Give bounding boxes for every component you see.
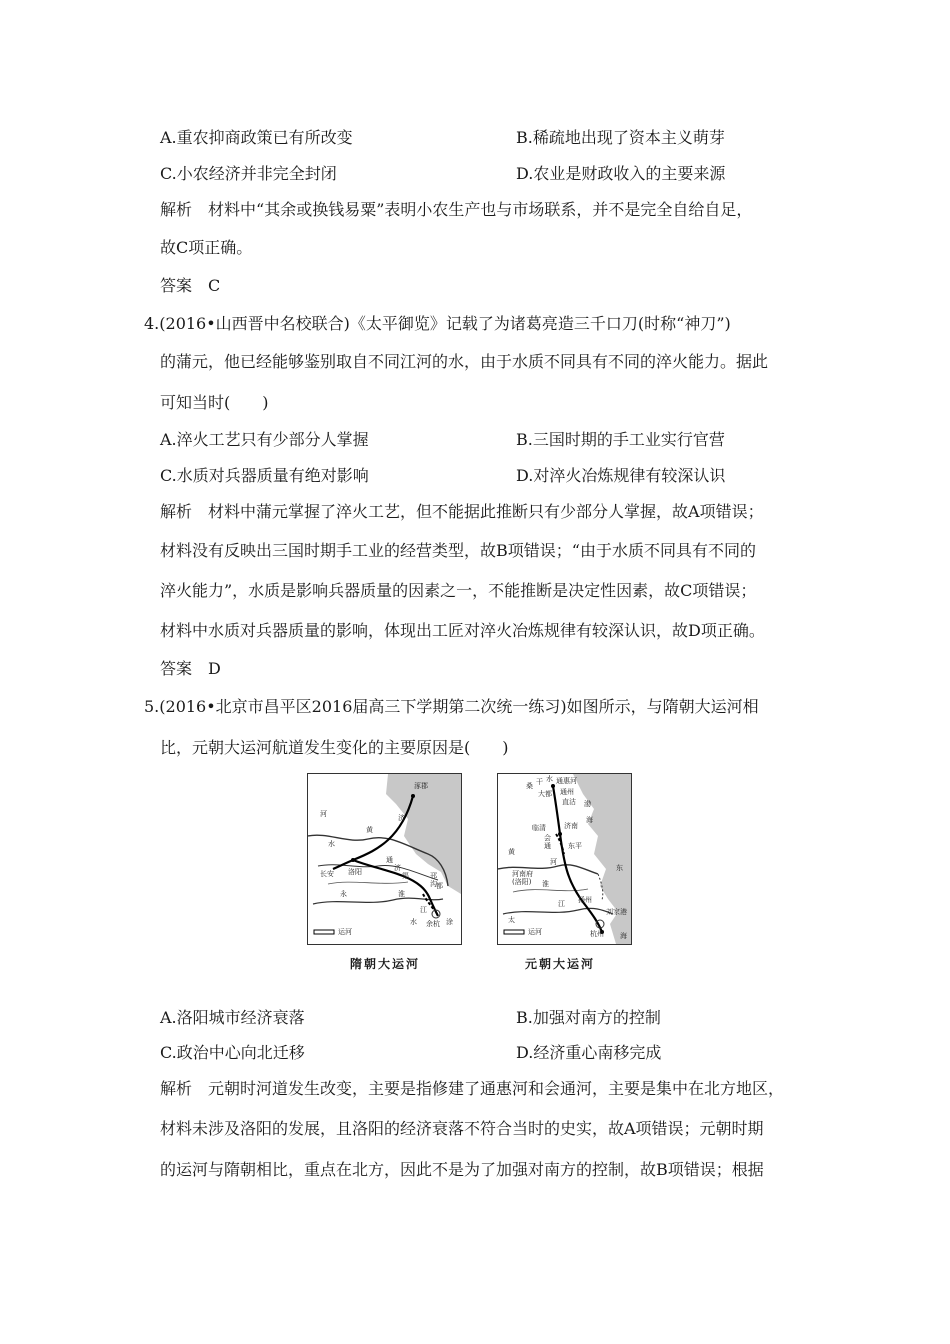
- map-label: 江: [558, 900, 565, 908]
- map-label: 济: [394, 864, 401, 872]
- huai-river: [328, 882, 408, 884]
- sea-area: [573, 774, 631, 944]
- q3-option-d: D.农业是财政收入的主要来源: [516, 164, 726, 183]
- answer-label: 答案: [160, 276, 193, 295]
- q5-option-a: A.洛阳城市经济衰落: [160, 1008, 305, 1027]
- sui-map-caption: 隋朝大运河: [350, 957, 421, 971]
- q4-stem-line-2: 的蒲元，他已经能够鉴别取自不同江河的水，由于水质不同具有不同的淬火能力。据此: [160, 352, 769, 371]
- sea-area: [386, 774, 461, 894]
- q5-stem-line-2: 比，元朝大运河航道发生变化的主要原因是( ): [160, 738, 509, 757]
- zhuojun-city: [411, 794, 415, 798]
- q3-option-c: C.小农经济并非完全封闭: [160, 164, 337, 183]
- map-label: 黄: [366, 826, 373, 834]
- map-label: 邗: [430, 872, 437, 880]
- q3-analysis-line-1: 解析 材料中“其余或换钱易粟”表明小农生产也与市场联系，并不是完全自给自足，: [160, 200, 753, 219]
- q4-analysis-line-3: 淬火能力”，水质是影响兵器质量的因素之一，不能推断是决定性因素，故C项错误；: [160, 581, 757, 600]
- q5-option-d: D.经济重心南移完成: [516, 1043, 662, 1062]
- yangtze-river: [503, 908, 613, 914]
- map-label: 水: [328, 840, 335, 848]
- yuan-canal-map-drawing: [498, 774, 631, 944]
- map-label: 刘家港: [606, 908, 627, 916]
- map-label: 通惠河: [556, 777, 577, 785]
- map-label: 直沽: [562, 798, 576, 806]
- sea-route: [598, 874, 603, 900]
- legend-label: 运河: [528, 928, 542, 936]
- map-label: 河: [320, 810, 327, 818]
- map-label: 桑: [526, 782, 533, 790]
- legend-label: 运河: [338, 928, 352, 936]
- map-label: 淮: [542, 880, 549, 888]
- map-label: 洛阳: [348, 868, 362, 876]
- map-label: 河南府: [512, 870, 533, 878]
- answer-value: C: [208, 276, 221, 295]
- map-label: 济南: [564, 822, 578, 830]
- q3-option-b: B.稀疏地出现了资本主义萌芽: [516, 128, 725, 147]
- q4-option-c: C.水质对兵器质量有绝对影响: [160, 466, 369, 485]
- map-label: 通: [544, 842, 551, 850]
- sui-canal-map: [307, 773, 462, 945]
- map-label: 沟: [430, 880, 437, 888]
- map-label: 长安: [320, 870, 334, 878]
- analysis-label: 解析: [160, 502, 193, 521]
- map-label: (洛阳): [512, 878, 532, 886]
- q3-answer: [160, 276, 220, 296]
- map-label: 黄: [508, 848, 515, 856]
- linqing-city: [558, 832, 562, 836]
- luoyang-city: [351, 858, 355, 862]
- q4-stem-line-1: 4.(2016•山西晋中名校联合)《太平御览》记载了为诸葛亮造三千口刀(时称“神刀”): [144, 314, 731, 333]
- legend-swatch: [314, 930, 334, 934]
- map-label: 水: [546, 775, 553, 783]
- sui-canal-map-drawing: [308, 774, 461, 944]
- map-label: 渤: [584, 800, 591, 808]
- q5-analysis-line-2: 材料未涉及洛阳的发展，且洛阳的经济衰落不符合当时的史实，故A项错误；元朝时期: [160, 1119, 764, 1138]
- map-label: 淮: [398, 890, 405, 898]
- map-label: 东平: [568, 842, 582, 850]
- legend-swatch: [504, 930, 524, 934]
- q5-stem-line-1: 5.(2016•北京市昌平区2016届高三下学期第二次统一练习)如图所示，与隋朝大运河相: [144, 697, 759, 716]
- map-label: 余杭: [426, 920, 440, 928]
- analysis-label: 解析: [160, 1079, 193, 1098]
- q5-option-b: B.加强对南方的控制: [516, 1008, 661, 1027]
- map-label: 会: [544, 834, 551, 842]
- map-label: 涂: [446, 918, 453, 926]
- yuan-map-caption: 元朝大运河: [525, 957, 596, 971]
- map-label: 渠: [402, 872, 409, 880]
- map-label: 河: [550, 858, 557, 866]
- answer-label: 答案: [160, 659, 193, 678]
- q5-analysis-line-3: 的运河与隋朝相比，重点在北方，因此不是为了加强对南方的控制，故B项错误；根据: [160, 1160, 764, 1179]
- q4-option-b: B.三国时期的手工业实行官营: [516, 430, 725, 449]
- map-label: 涿郡: [414, 782, 428, 790]
- map-label: 太: [508, 916, 515, 924]
- q3-analysis-line-2: 故C项正确。: [160, 238, 253, 257]
- q4-option-d: D.对淬火冶炼规律有较深认识: [516, 466, 726, 485]
- map-label: 通州: [560, 788, 574, 796]
- analysis-label: 解析: [160, 200, 193, 219]
- q4-analysis-line-2: 材料没有反映出三国时期手工业的经营类型，故B项错误；“由于水质不同具有不同的: [160, 541, 756, 560]
- map-label: 海: [620, 932, 627, 940]
- map-label: 江: [420, 906, 427, 914]
- map-label: 临清: [532, 824, 546, 832]
- q4-analysis-line-1: 解析 材料中蒲元掌握了淬火工艺，但不能据此推断只有少部分人掌握，故A项错误；: [160, 502, 764, 521]
- map-label: 大都: [538, 790, 552, 798]
- q5-option-c: C.政治中心向北迁移: [160, 1043, 305, 1062]
- map-label: 东: [616, 864, 623, 872]
- map-label: 永: [340, 890, 347, 898]
- yangtze-river: [313, 898, 443, 904]
- answer-value: D: [208, 659, 221, 678]
- map-label: 通: [386, 856, 393, 864]
- map-label: 济: [398, 814, 405, 822]
- q3-option-a: A.重农抑商政策已有所改变: [160, 128, 353, 147]
- map-label: 水: [410, 918, 417, 926]
- q4-option-a: A.淬火工艺只有少部分人掌握: [160, 430, 369, 449]
- q4-analysis-line-4: 材料中水质对兵器质量的影响，体现出工匠对淬火冶炼规律有较深认识，故D项正确。: [160, 621, 765, 640]
- dadu-city: [551, 784, 555, 788]
- map-label: 扬州: [578, 896, 592, 904]
- map-label: 杭州: [590, 930, 604, 938]
- q5-analysis-line-1: 解析 元朝时河道发生改变，主要是指修建了通惠河和会通河，主要是集中在北方地区，: [160, 1079, 785, 1098]
- map-label: 都: [436, 882, 443, 890]
- q4-stem-line-3: 可知当时( ): [160, 393, 269, 412]
- map-label: 海: [586, 816, 593, 824]
- q4-answer: [160, 659, 221, 679]
- map-label: 干: [536, 778, 543, 786]
- yuan-canal-map: [497, 773, 632, 945]
